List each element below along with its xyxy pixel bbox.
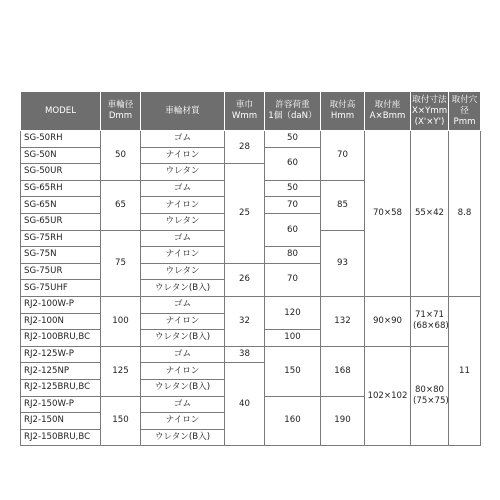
table-row	[21, 131, 481, 148]
load-cell: 50	[265, 131, 321, 148]
load-cell: 60	[265, 213, 321, 246]
header-width: 車巾 Wmm	[225, 92, 265, 131]
seat-cell: 90×90	[365, 296, 411, 346]
model-cell: SG-65RH	[21, 180, 101, 197]
model-cell: SG-75N	[21, 247, 101, 264]
width-cell: 40	[225, 363, 265, 446]
load-cell: 150	[265, 346, 321, 396]
material-cell: ナイロン	[141, 147, 225, 164]
material-cell: ナイロン	[141, 197, 225, 214]
material-cell: ウレタン(B入)	[141, 429, 225, 446]
model-cell: SG-65N	[21, 197, 101, 214]
load-cell: 100	[265, 330, 321, 347]
diameter-cell: 75	[101, 230, 141, 296]
material-cell: ゴム	[141, 296, 225, 313]
table-row	[21, 296, 481, 313]
material-cell: ナイロン	[141, 363, 225, 380]
model-cell: SG-50N	[21, 147, 101, 164]
material-cell: ウレタン	[141, 213, 225, 230]
load-cell: 120	[265, 296, 321, 329]
model-cell: RJ2-100N	[21, 313, 101, 330]
material-cell: ウレタン	[141, 263, 225, 280]
material-cell: ナイロン	[141, 413, 225, 430]
material-cell: ゴム	[141, 230, 225, 247]
header-hole: 取付穴径 Pmm	[449, 92, 481, 131]
load-cell: 50	[265, 180, 321, 197]
model-cell: RJ2-100W-P	[21, 296, 101, 313]
seat-cell: 70×58	[365, 131, 411, 297]
load-cell: 60	[265, 147, 321, 180]
model-cell: RJ2-125W-P	[21, 346, 101, 363]
diameter-cell: 65	[101, 180, 141, 230]
model-cell: SG-65UR	[21, 213, 101, 230]
load-cell: 160	[265, 396, 321, 446]
seat-cell: 102×102	[365, 346, 411, 446]
material-cell: ウレタン(B入)	[141, 379, 225, 396]
model-cell: RJ2-125NP	[21, 363, 101, 380]
material-cell: ゴム	[141, 396, 225, 413]
material-cell: ウレタン(B入)	[141, 330, 225, 347]
mount-cell: 71×71 (68×68)	[411, 296, 449, 346]
hole-cell: 8.8	[449, 131, 481, 297]
model-cell: RJ2-150N	[21, 413, 101, 430]
material-cell: ナイロン	[141, 247, 225, 264]
material-cell: ゴム	[141, 131, 225, 148]
height-cell: 132	[321, 296, 365, 346]
model-cell: RJ2-125BRU,BC	[21, 379, 101, 396]
material-cell: ウレタン	[141, 164, 225, 181]
load-cell: 70	[265, 263, 321, 296]
load-cell: 80	[265, 247, 321, 264]
height-cell: 190	[321, 396, 365, 446]
material-cell: ゴム	[141, 346, 225, 363]
width-cell: 32	[225, 296, 265, 346]
height-cell: 168	[321, 346, 365, 396]
height-cell: 70	[321, 131, 365, 181]
load-cell: 70	[265, 197, 321, 214]
table-row	[21, 346, 481, 363]
header-height: 取付高 Hmm	[321, 92, 365, 131]
header-load: 許容荷重 1個（daN）	[265, 92, 321, 131]
diameter-cell: 150	[101, 396, 141, 446]
model-cell: RJ2-150BRU,BC	[21, 429, 101, 446]
model-cell: SG-75RH	[21, 230, 101, 247]
spec-table	[20, 91, 481, 446]
material-cell: ウレタン(B入)	[141, 280, 225, 297]
width-cell: 28	[225, 131, 265, 164]
header-wheel-material: 車輪材質	[141, 92, 225, 131]
hole-cell: 11	[449, 296, 481, 445]
model-cell: SG-50RH	[21, 131, 101, 148]
width-cell: 38	[225, 346, 265, 363]
height-cell: 85	[321, 180, 365, 230]
header-model: MODEL	[21, 92, 101, 131]
diameter-cell: 125	[101, 346, 141, 396]
model-cell: SG-50UR	[21, 164, 101, 181]
model-cell: RJ2-100BRU,BC	[21, 330, 101, 347]
height-cell: 93	[321, 230, 365, 296]
material-cell: ナイロン	[141, 313, 225, 330]
width-cell: 25	[225, 164, 265, 264]
width-cell: 26	[225, 263, 265, 296]
header-seat: 取付座 A×Bmm	[365, 92, 411, 131]
mount-cell: 80×80 (75×75)	[411, 346, 449, 446]
header-mount: 取付寸法 X×Ymm (X'×Y')	[411, 92, 449, 131]
header-wheel-diameter: 車輪径 Dmm	[101, 92, 141, 131]
model-cell: RJ2-150W-P	[21, 396, 101, 413]
model-cell: SG-75UR	[21, 263, 101, 280]
model-cell: SG-75UHF	[21, 280, 101, 297]
diameter-cell: 50	[101, 131, 141, 181]
diameter-cell: 100	[101, 296, 141, 346]
material-cell: ゴム	[141, 180, 225, 197]
mount-cell: 55×42	[411, 131, 449, 297]
header-row	[21, 92, 481, 131]
